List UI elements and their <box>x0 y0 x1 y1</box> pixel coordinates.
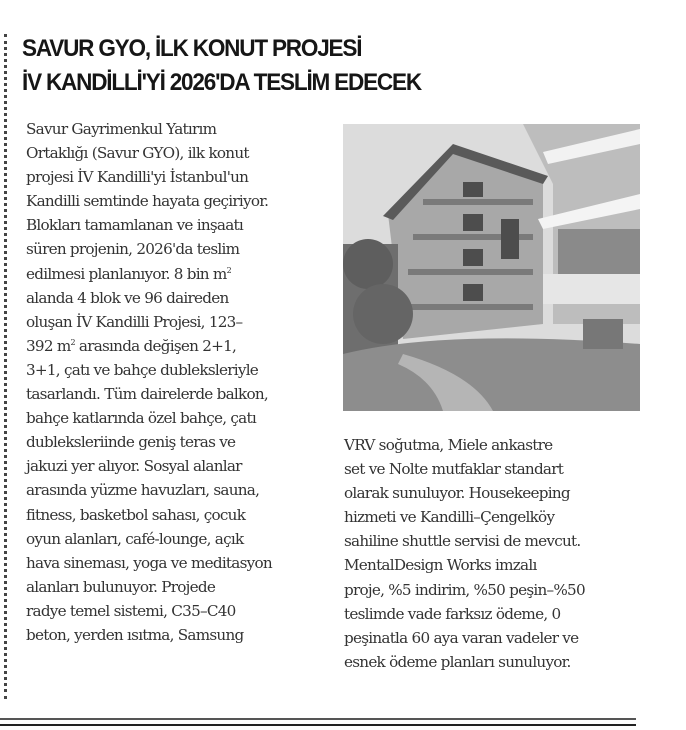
bottom-rule <box>0 718 636 720</box>
body-line: VRV soğutma, Miele ankastre <box>344 436 553 454</box>
body-line: MentalDesign Works imzalı <box>344 556 537 575</box>
body-line <box>26 334 326 358</box>
article-headline <box>22 32 611 100</box>
body-line: jakuzi yer alıyor. Sosyal alanlar <box>26 457 242 476</box>
body-line: set ve Nolte mutfaklar standart <box>344 460 564 479</box>
body-text: edilmesi planlanıyor. 8 bin m <box>26 264 227 283</box>
body-line: beton, yerden ısıtma, Samsung <box>26 625 244 644</box>
body-line: esnek ödeme planları sunuluyor. <box>344 652 571 671</box>
body-text: 392 m <box>26 336 71 355</box>
body-line: süren projenin, 2026'da teslim <box>26 240 240 259</box>
body-line: Savur Gayrimenkul Yatırım <box>26 120 217 138</box>
headline-line-1: SAVUR GYO, İLK KONUT PROJESİ <box>22 35 362 62</box>
headline-line-2: İV KANDİLLİ'Yİ 2026'DA TESLİM EDECEK <box>22 69 421 96</box>
article-body-right-column <box>344 433 644 674</box>
body-text: arasında değişen 2+1, <box>74 336 237 355</box>
body-line: oluşan İV Kandilli Projesi, 123– <box>26 312 243 331</box>
body-line: proje, %5 indirim, %50 peşin–%50 <box>344 580 585 599</box>
body-line: alanda 4 blok ve 96 daireden <box>26 288 229 307</box>
body-line: sahiline shuttle servisi de mevcut. <box>344 532 581 551</box>
building-illustration-icon <box>343 124 640 411</box>
body-line: hava sineması, yoga ve meditasyon <box>26 553 272 572</box>
body-line: teslimde vade farksız ödeme, 0 <box>344 604 561 623</box>
body-line: dubleksleriinde geniş teras ve <box>26 433 236 452</box>
bottom-rule <box>0 724 636 726</box>
body-line: radye temel sistemi, C35–C40 <box>26 601 236 620</box>
body-line: peşinatla 60 aya varan vadeler ve <box>344 628 579 647</box>
body-line: arasında yüzme havuzları, sauna, <box>26 481 260 500</box>
building-photo <box>343 124 640 411</box>
superscript: 2 <box>226 265 231 275</box>
body-line: hizmeti ve Kandilli–Çengelköy <box>344 508 555 527</box>
body-line: fitness, basketbol sahası, çocuk <box>26 505 246 524</box>
body-line: olarak sunuluyor. Housekeeping <box>344 484 570 503</box>
article-body-left-column <box>26 117 326 647</box>
body-line: tasarlandı. Tüm dairelerde balkon, <box>26 385 268 404</box>
body-line: oyun alanları, café-lounge, açık <box>26 529 244 548</box>
body-line: bahçe katlarında özel bahçe, çatı <box>26 409 256 428</box>
body-line: projesi İV Kandilli'yi İstanbul'un <box>26 168 249 187</box>
superscript: 2 <box>70 337 75 347</box>
body-line: 3+1, çatı ve bahçe dubleksleriyle <box>26 360 259 379</box>
body-line <box>26 262 326 286</box>
body-line: Ortaklığı (Savur GYO), ilk konut <box>26 144 249 163</box>
body-line: Blokları tamamlanan ve inşaatı <box>26 216 243 235</box>
column-divider-dotted <box>4 34 7 699</box>
body-line: Kandilli semtinde hayata geçiriyor. <box>26 192 269 211</box>
body-line: alanları bulunuyor. Projede <box>26 577 216 596</box>
